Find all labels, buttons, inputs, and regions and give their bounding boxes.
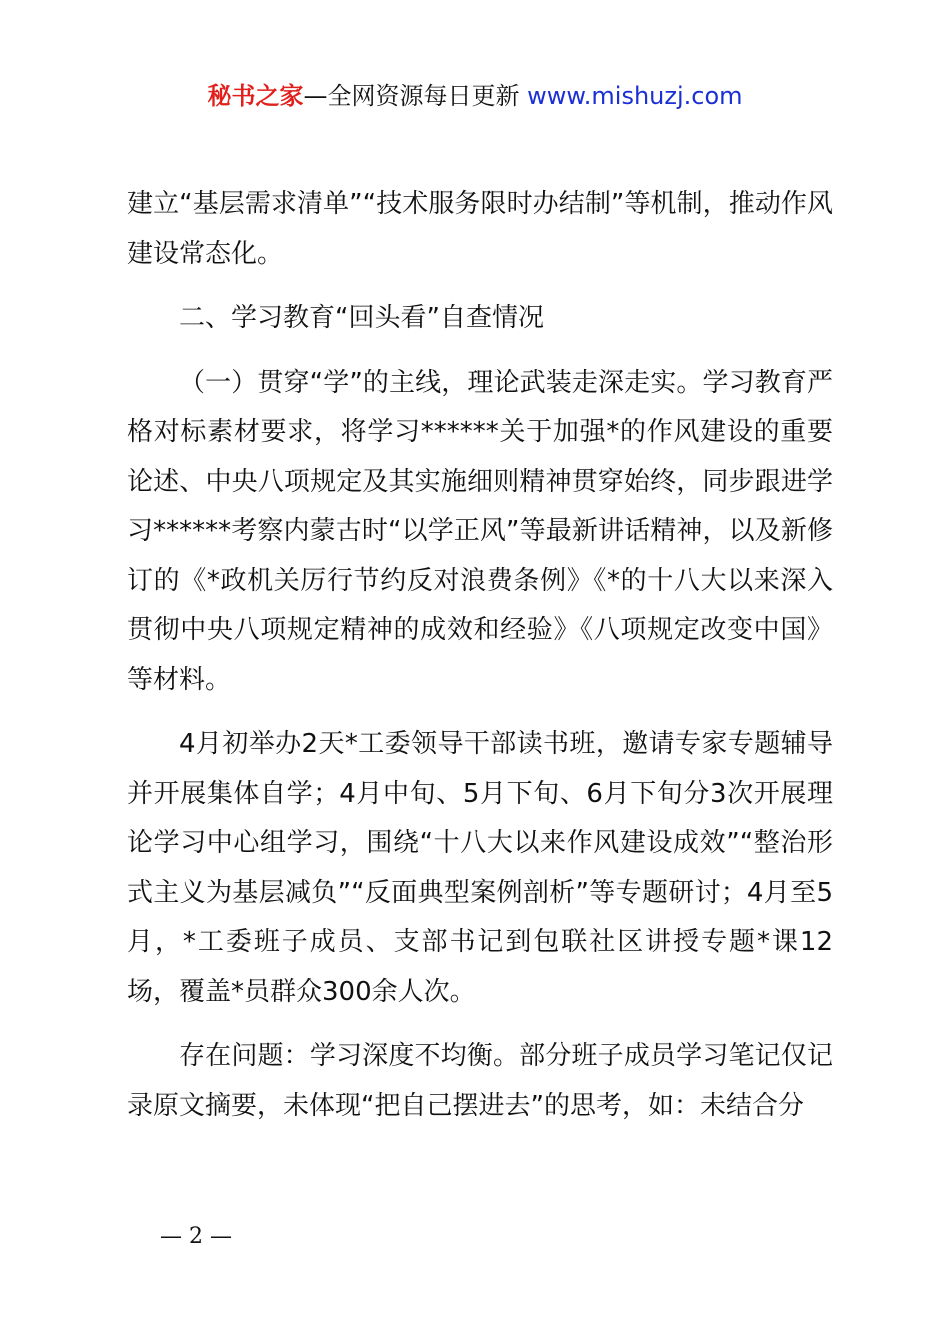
header-tagline: —全网资源每日更新: [303, 82, 528, 110]
paragraph-continuation: 建立“基层需求清单”“技术服务限时办结制”等机制，推动作风建设常态化。: [127, 189, 833, 269]
paragraph-problems: 存在问题：学习深度不均衡。部分班子成员学习笔记仅记录原文摘要，未体现“把自己摆进去”的思考，如：未结合分: [127, 1041, 833, 1121]
site-header: [0, 80, 950, 112]
brand-name: 秘书之家: [207, 82, 304, 110]
section-heading: 二、学习教育“回头看”自查情况: [179, 303, 544, 333]
document-body: [127, 180, 833, 1131]
page-number: — 2 —: [160, 1224, 232, 1249]
paragraph-theory-study: （一）贯穿“学”的主线，理论武装走深走实。学习教育严格对标素材要求，将学习******关于加强*的作风建设的重要论述、中央八项规定及其实施细则精神贯穿始终，同步跟进学习******考察内蒙古时“以学正风”等最新讲话精神，以及新修订的《*政机关厉行节约反对浪费条例》《*的十八大以来深入贯彻中央八项规定精神的成效和经验》《八项规定改变中国》等材料。: [127, 367, 833, 695]
paragraph-activities: 4月初举办2天*工委领导干部读书班，邀请专家专题辅导并开展集体自学；4月中旬、5月下旬、6月下旬分3次开展理论学习中心组学习，围绕“十八大以来作风建设成效”“整治形式主义为基层减负”“反面典型案例剖析”等专题研讨；4月至5月，*工委班子成员、支部书记到包联社区讲授专题*课12场，覆盖*员群众300余人次。: [127, 729, 833, 1007]
site-url-link[interactable]: www.mishuzj.com: [527, 82, 743, 110]
